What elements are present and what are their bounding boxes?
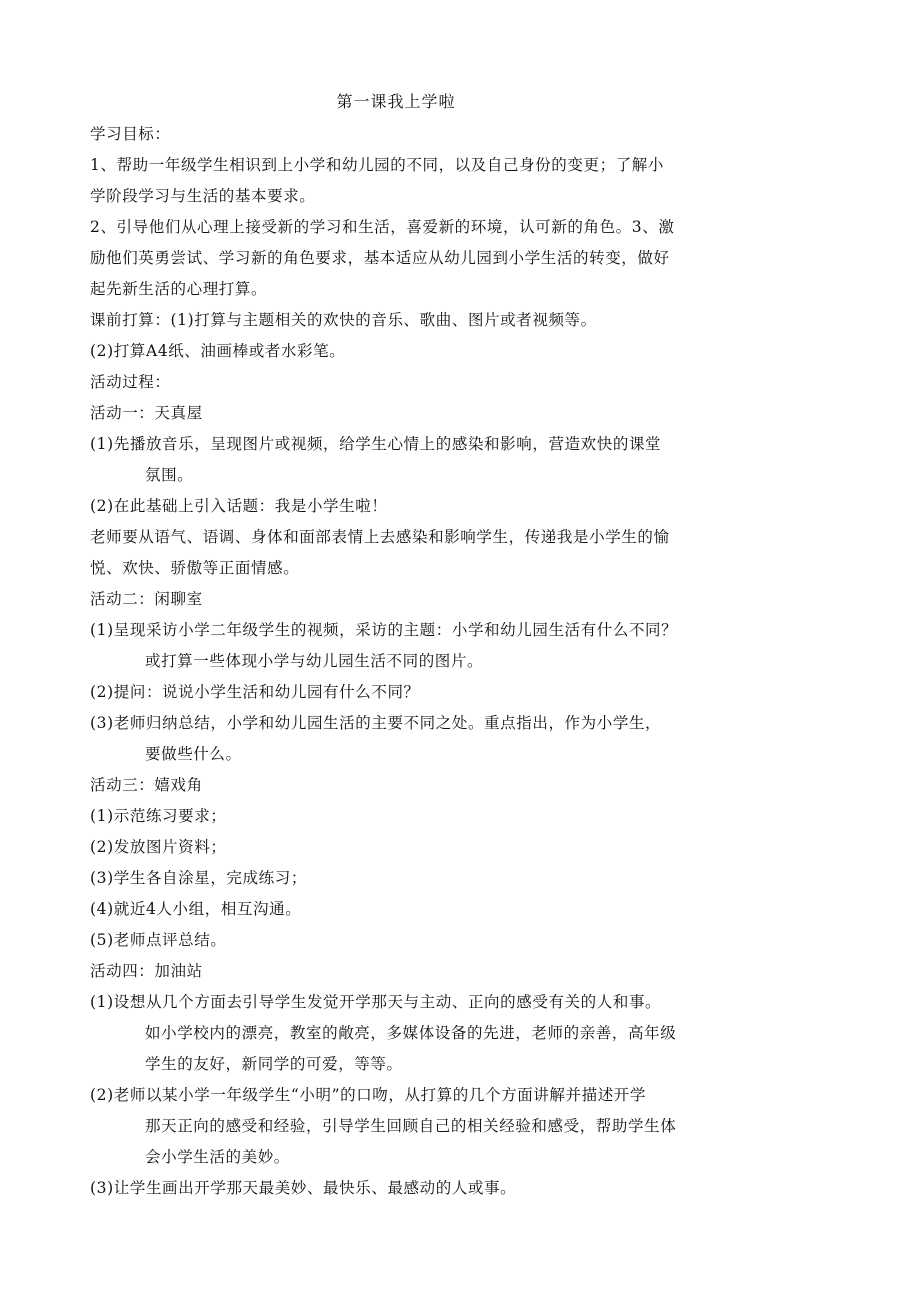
- text-line: (2)老师以某小学一年级学生“小明”的口吻，从打算的几个方面讲解并描述开学: [90, 1086, 647, 1104]
- text-line: 课前打算：(1)打算与主题相关的欢快的音乐、歌曲、图片或者视频等。: [90, 311, 597, 329]
- text-line: 活动过程：: [90, 373, 171, 391]
- text-line: 活动四：加油站: [90, 962, 203, 980]
- text-line: (2)提问：说说小学生活和幼儿园有什么不同？: [90, 683, 420, 701]
- text-line: (2)发放图片资料；: [90, 838, 227, 856]
- text-line: (5)老师点评总结。: [90, 931, 227, 949]
- text-line: (1)示范练习要求；: [90, 807, 227, 825]
- text-line: (3)老师归纳总结，小学和幼儿园生活的主要不同之处。重点指出，作为小学生，: [90, 714, 662, 732]
- text-line: 学习目标：: [90, 125, 171, 143]
- text-line: 悦、欢快、骄傲等正面情感。: [90, 559, 300, 577]
- text-line: (4)就近4人小组，相互沟通。: [90, 900, 302, 918]
- text-line: 活动二：闲聊室: [90, 590, 203, 608]
- text-line: 起先新生活的心理打算。: [90, 280, 268, 298]
- text-line: 或打算一些体现小学与幼儿园生活不同的图片。: [145, 652, 484, 670]
- text-line: 励他们英勇尝试、学习新的角色要求，基本适应从幼儿园到小学生活的转变，做好: [90, 249, 670, 267]
- text-line: 老师要从语气、语调、身体和面部表情上去感染和影响学生，传递我是小学生的愉: [90, 528, 670, 546]
- text-line: (2)打算A4纸、油画棒或者水彩笔。: [90, 342, 346, 360]
- text-line: 活动三：嬉戏角: [90, 776, 203, 794]
- text-line: 要做些什么。: [145, 745, 242, 763]
- text-line: (1)先播放音乐，呈现图片或视频，给学生心情上的感染和影响，营造欢快的课堂: [90, 435, 662, 453]
- text-line: 那天正向的感受和经验，引导学生回顾自己的相关经验和感受，帮助学生体: [145, 1117, 677, 1135]
- text-line: 学阶段学习与生活的基本要求。: [90, 187, 316, 205]
- text-line: (2)在此基础上引入话题：我是小学生啦！: [90, 497, 388, 515]
- text-line: 2、引导他们从心理上接受新的学习和生活，喜爱新的环境，认可新的角色。3、激: [90, 218, 675, 236]
- text-line: 会小学生活的美妙。: [145, 1148, 290, 1166]
- text-line: 如小学校内的漂亮，教室的敞亮，多媒体设备的先进，老师的亲善，高年级: [145, 1024, 677, 1042]
- document-body: [90, 119, 730, 1204]
- text-line: (3)学生各自涂星，完成练习；: [90, 869, 307, 887]
- text-line: 1、帮助一年级学生相识到上小学和幼儿园的不同，以及自己身份的变更；了解小: [90, 156, 664, 174]
- text-line: (1)设想从几个方面去引导学生发觉开学那天与主动、正向的感受有关的人和事。: [90, 993, 662, 1011]
- text-line: 活动一：天真屋: [90, 404, 203, 422]
- text-line: 氛围。: [145, 466, 194, 484]
- text-line: 学生的友好，新同学的可爱，等等。: [145, 1055, 403, 1073]
- text-line: (3)让学生画出开学那天最美妙、最快乐、最感动的人或事。: [90, 1179, 517, 1197]
- page-title: 第一课我上学啦: [336, 92, 456, 111]
- text-line: (1)呈现采访小学二年级学生的视频，采访的主题：小学和幼儿园生活有什么不同？: [90, 621, 678, 639]
